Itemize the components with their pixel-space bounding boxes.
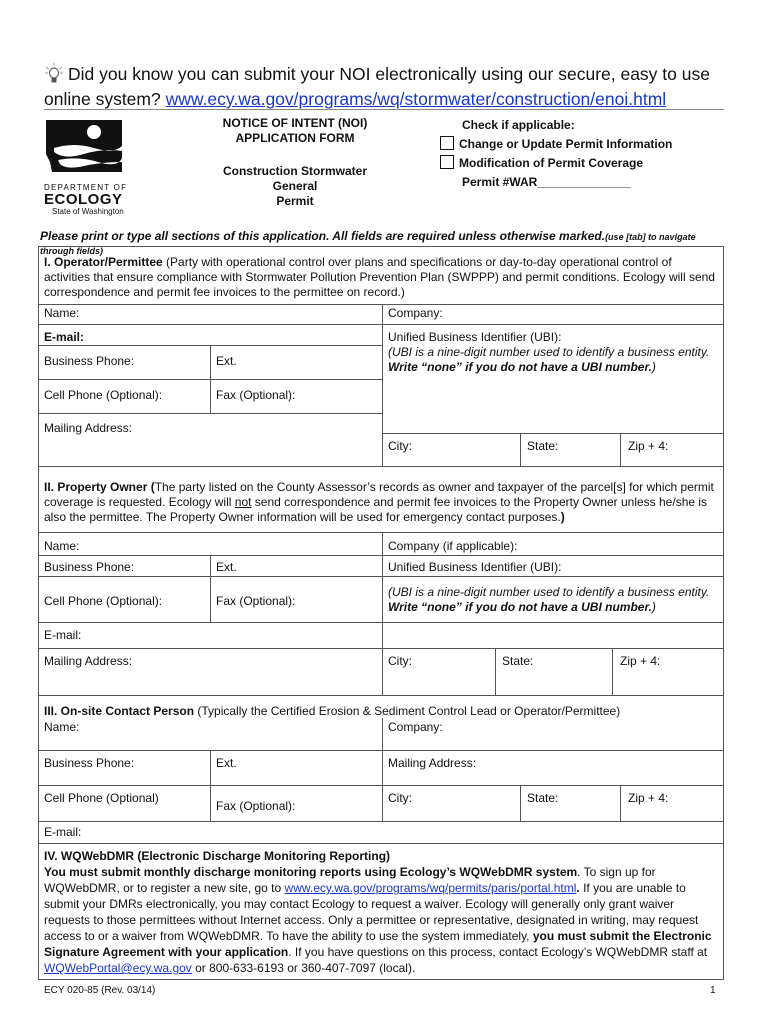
title-line-2: APPLICATION FORM xyxy=(235,131,355,145)
rule xyxy=(38,576,724,577)
logo-ecology: ECOLOGY xyxy=(44,191,123,208)
s3-email-field[interactable]: E-mail: xyxy=(44,825,82,839)
instructions-tab-hint: (use [tab] to navigate through fields) xyxy=(40,232,696,256)
s2-email-field[interactable]: E-mail: xyxy=(44,628,82,642)
s3-cell-phone-field[interactable]: Cell Phone (Optional) xyxy=(44,791,159,805)
section-2-desc-1: The party listed on the County Assessor’s records as owner and taxpayer of the parcel[s] for which permit coverage is requested. Ecology will xyxy=(44,480,714,509)
change-update-label: Change or Update Permit Information xyxy=(459,137,673,151)
s2-zip-field[interactable]: Zip + 4: xyxy=(620,654,661,668)
section-2-header xyxy=(44,480,720,525)
enoi-link[interactable]: www.ecy.wa.gov/programs/wq/stormwater/construction/enoi.html xyxy=(165,89,667,109)
s2-name-field[interactable]: Name: xyxy=(44,539,80,553)
section-2-desc-2: send correspondence and permit fee invoices to the Property Owner unless he/she is also the permittee. The Property Owner information will be used for emergency contact purposes. xyxy=(44,495,708,524)
permit-line-2: Permit xyxy=(276,194,314,208)
s4-text-1: . To sign up for WQWebDMR, or to register a new site, go to xyxy=(44,865,656,895)
s1-ubi-close: ) xyxy=(651,360,656,374)
s2-mailing-address-field[interactable]: Mailing Address: xyxy=(44,654,133,668)
s4-text-4: or 800-633-6193 or 360-407-7097 (local). xyxy=(191,961,416,975)
rule xyxy=(38,532,724,533)
section-3-header xyxy=(44,704,720,719)
section-4-title: IV. WQWebDMR (Electronic Discharge Monitoring Reporting) xyxy=(44,849,391,863)
s4-required: You must submit monthly discharge monitoring reports using Ecology’s WQWebDMR system xyxy=(44,865,578,879)
s1-ubi-field[interactable] xyxy=(388,330,718,375)
s2-ubi-note-line: (UBI is a nine-digit number used to identify a business entity. xyxy=(388,585,710,599)
s4-period: . xyxy=(576,881,580,895)
logo-state: State of Washington xyxy=(52,207,124,216)
section-1-header xyxy=(44,255,720,300)
instructions-main: Please print or type all sections of this application. All fields are required unless otherwise marked. xyxy=(40,229,606,243)
s4-text-3: . If you have questions on this process, contact Ecology’s WQWebDMR staff at xyxy=(288,945,708,959)
rule xyxy=(612,648,613,695)
rule xyxy=(382,718,383,821)
s2-ubi-field[interactable]: Unified Business Identifier (UBI): xyxy=(388,560,562,574)
rule xyxy=(38,555,724,556)
section-3-desc: (Typically the Certified Erosion & Sediment Control Lead or Operator/Permittee) xyxy=(194,704,621,718)
s2-ubi-close: ) xyxy=(651,600,656,614)
page-number: 1 xyxy=(710,985,716,996)
section-1-desc: (Party with operational control over plans and specifications or day-to-day operational control of activities that ensure compliance with Stormwater Pollution Prevention Plan (SWPPP) and permit conditions. Ecology will send correspondence and permit fee invoices to the permittee on record.) xyxy=(44,255,715,299)
logo-department: DEPARTMENT OF xyxy=(44,183,128,192)
s1-ubi-none: Write “none” if you do not have a UBI number. xyxy=(388,360,652,374)
rule xyxy=(495,648,496,695)
s2-state-field[interactable]: State: xyxy=(502,654,534,668)
form-number: ECY 020-85 (Rev. 03/14) xyxy=(44,985,156,996)
s1-fax-field[interactable]: Fax (Optional): xyxy=(216,388,296,402)
rule xyxy=(38,648,724,649)
s4-signature-required: you must submit the Electronic Signature Agreement with your application xyxy=(44,929,712,959)
s2-ubi-none: Write “none” if you do not have a UBI number. xyxy=(388,600,652,614)
s1-ubi-note: (UBI is a nine-digit number used to identify a business entity. xyxy=(388,345,710,359)
section-2-close: ) xyxy=(560,510,565,524)
modification-label: Modification of Permit Coverage xyxy=(459,156,644,170)
rule xyxy=(38,843,724,844)
s2-fax-field[interactable]: Fax (Optional): xyxy=(216,594,296,608)
title-line-1: NOTICE OF INTENT (NOI) xyxy=(222,116,368,130)
s3-fax-field[interactable]: Fax (Optional): xyxy=(216,799,296,813)
wqwebdmr-portal-link[interactable]: www.ecy.wa.gov/programs/wq/permits/paris/portal.html xyxy=(284,881,577,895)
rule xyxy=(38,324,724,325)
s3-company-field[interactable]: Company: xyxy=(388,720,443,734)
lightbulb-icon xyxy=(44,62,64,89)
s2-company-field[interactable]: Company (if applicable): xyxy=(388,539,518,553)
s2-ext-field[interactable]: Ext. xyxy=(216,560,237,574)
wqwebportal-email-link[interactable]: WQWebPortal@ecy.wa.gov xyxy=(44,961,192,975)
rule xyxy=(382,304,383,466)
rule xyxy=(38,304,724,305)
tip-banner xyxy=(44,62,734,110)
divider xyxy=(44,109,724,110)
rule xyxy=(520,785,521,821)
s3-city-field[interactable]: City: xyxy=(388,791,412,805)
s1-zip-field[interactable]: Zip + 4: xyxy=(628,439,669,453)
ecology-logo xyxy=(44,118,154,216)
section-1-title: I. Operator/Permittee xyxy=(44,255,163,269)
rule xyxy=(38,622,724,623)
check-label: Check if applicable: xyxy=(462,118,575,132)
tip-text: Did you know you can submit your NOI electronically using our secure, easy to use online system? xyxy=(44,64,710,109)
s1-ubi-label: Unified Business Identifier (UBI): xyxy=(388,330,562,344)
s1-city-field[interactable]: City: xyxy=(388,439,412,453)
rule xyxy=(38,413,382,414)
s3-ext-field[interactable]: Ext. xyxy=(216,756,237,770)
applicability-box xyxy=(440,116,700,192)
s4-text-2: If you are unable to submit your DMRs electronically, you may contact Ecology to request a waiver. Ecology will generally only grant waiver requests to those permittees without Internet access. Only a permittee or representative, designated in writing, may request access to or a waiver from WQWebDMR. To have the ability to use the system immediately, xyxy=(44,881,699,943)
s1-mailing-address-field[interactable]: Mailing Address: xyxy=(44,421,133,435)
s2-cell-phone-field[interactable]: Cell Phone (Optional): xyxy=(44,594,163,608)
s1-email-field[interactable]: E-mail: xyxy=(44,330,85,344)
rule xyxy=(38,785,724,786)
rule xyxy=(38,379,382,380)
s2-ubi-note xyxy=(388,585,718,615)
rule xyxy=(620,785,621,821)
s1-ext-field[interactable]: Ext. xyxy=(216,354,237,368)
s1-company-field[interactable]: Company: xyxy=(388,306,443,320)
permit-line-1: Construction Stormwater General xyxy=(222,164,367,193)
rule xyxy=(382,433,724,434)
rule xyxy=(620,433,621,466)
s1-cell-phone-field[interactable]: Cell Phone (Optional): xyxy=(44,388,163,402)
change-update-checkbox[interactable] xyxy=(440,136,454,150)
s3-mailing-address-field[interactable]: Mailing Address: xyxy=(388,756,477,770)
s2-business-phone-field[interactable]: Business Phone: xyxy=(44,560,135,574)
s1-state-field[interactable]: State: xyxy=(527,439,559,453)
section-2-title: II. Property Owner ( xyxy=(44,480,155,494)
s3-state-field[interactable]: State: xyxy=(527,791,559,805)
rule xyxy=(38,821,724,822)
section-3-title: III. On-site Contact Person xyxy=(44,704,195,718)
s2-city-field[interactable]: City: xyxy=(388,654,412,668)
section-4-body xyxy=(44,864,720,976)
rule xyxy=(38,466,724,467)
section-2-not: not xyxy=(234,495,252,509)
s1-business-phone-field[interactable]: Business Phone: xyxy=(44,354,135,368)
modification-checkbox[interactable] xyxy=(440,155,454,169)
s3-business-phone-field[interactable]: Business Phone: xyxy=(44,756,135,770)
s3-zip-field[interactable]: Zip + 4: xyxy=(628,791,669,805)
form-title xyxy=(200,116,390,209)
permit-number-field[interactable]: Permit #WAR______________ xyxy=(462,175,631,189)
rule xyxy=(520,433,521,466)
s1-name-field[interactable]: Name: xyxy=(44,306,80,320)
washington-map-icon xyxy=(44,118,124,174)
s3-name-field[interactable]: Name: xyxy=(44,720,80,734)
rule xyxy=(210,555,211,622)
rule xyxy=(382,532,383,695)
rule xyxy=(38,750,724,751)
rule xyxy=(38,695,724,696)
